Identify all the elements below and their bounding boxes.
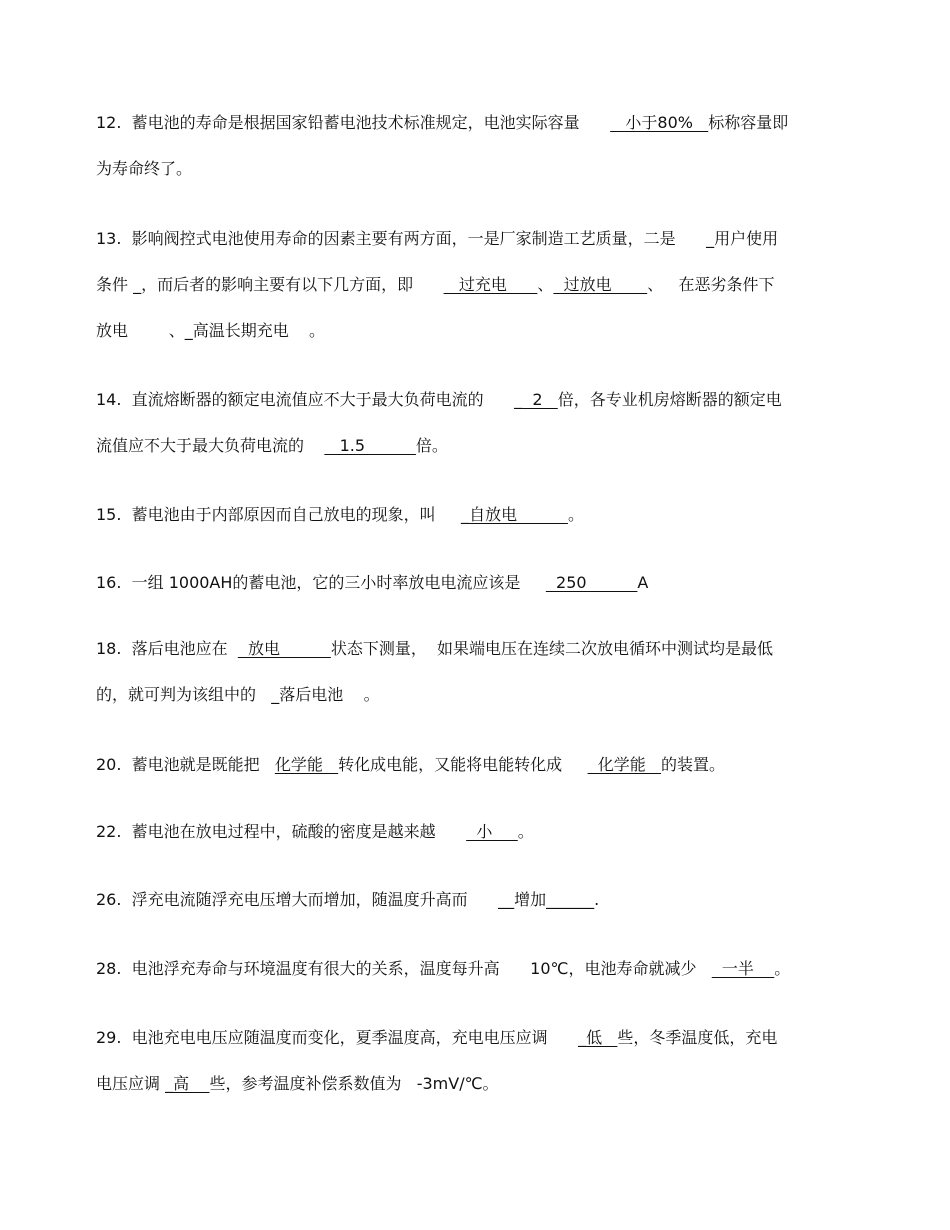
text-run: 。: [774, 959, 791, 978]
text-run: 些，冬季温度低，充电: [617, 1028, 778, 1047]
answer-blank: 低: [586, 1028, 618, 1047]
text-run: 15. 蓄电池由于内部原因而自己放电的现象，叫 _: [96, 505, 470, 524]
question-22: [96, 809, 850, 855]
line: [96, 672, 850, 718]
text-run: 条件 _，而后者的影响主要有以下几方面，即: [96, 275, 444, 294]
line: [96, 377, 850, 423]
line: [96, 809, 850, 855]
line: [96, 146, 850, 192]
answer-blank: 化学能: [587, 755, 662, 774]
answer-blank: 250: [545, 573, 638, 592]
question-26: [96, 877, 850, 923]
text-run: 13. 影响阀控式电池使用寿命的因素主要有两方面，一是厂家制造工艺质量，二是 _用户使用: [96, 229, 779, 248]
text-run: 为寿命终了。: [96, 159, 193, 178]
answer-blank: 过放电: [553, 275, 648, 294]
line: [96, 1061, 850, 1107]
question-28: [96, 946, 850, 992]
text-run: 、: [537, 275, 554, 294]
text-run: 28. 电池浮充寿命与环境温度有很大的关系，温度每升高 10℃，电池寿命就减少: [96, 959, 712, 978]
text-run: 18. 落后电池应在: [96, 639, 238, 658]
text-run: 状态下测量， 如果端电压在连续二次放电循环中测试均是最低: [330, 639, 774, 658]
text-run: 电压应调 _: [96, 1074, 174, 1093]
text-run: 29. 电池充电电压应随温度而变化，夏季温度高，充电电压应调 _: [96, 1028, 587, 1047]
text-run: 26. 浮充电流随浮充电压增大而增加，随温度升高而 __增加______.: [96, 890, 600, 909]
line: [96, 216, 850, 262]
line: [96, 946, 850, 992]
text-run: 的，就可判为该组中的 _落后电池 。: [96, 685, 380, 704]
text-run: 倍。: [415, 436, 448, 455]
line: [96, 1015, 850, 1061]
text-run: 流值应不大于最大负荷电流的: [96, 436, 325, 455]
question-20: [96, 742, 850, 788]
question-16: [96, 560, 850, 606]
line: [96, 742, 850, 788]
answer-blank: 放电: [237, 639, 331, 658]
text-run: 标称容量即: [708, 113, 789, 132]
text-run: 16. 一组 1000AH的蓄电池，它的三小时率放电电流应该是: [96, 573, 546, 592]
answer-blank: 小于80%: [610, 113, 709, 132]
answer-blank: 自放电: [469, 505, 568, 524]
answer-blank: 一半: [711, 959, 775, 978]
text-run: 放电 、_高温长期充电 。: [96, 321, 326, 340]
answer-blank: 过充电: [443, 275, 538, 294]
line: [96, 262, 850, 308]
question-29: [96, 1015, 850, 1107]
question-13: [96, 216, 850, 354]
text-run: 些，参考温度补偿系数值为 -3mV/℃。: [209, 1074, 499, 1093]
answer-blank: 1.5: [324, 436, 416, 455]
question-15: [96, 492, 850, 538]
answer-blank: 2: [522, 390, 558, 409]
question-14: [96, 377, 850, 469]
text-run: 12. 蓄电池的寿命是根据国家铅蓄电池技术标准规定，电池实际容量: [96, 113, 611, 132]
text-run: 。: [517, 822, 534, 841]
text-run: 转化成电能，又能将电能转化成: [338, 755, 588, 774]
text-run: 22. 蓄电池在放电过程中，硫酸的密度是越来越: [96, 822, 467, 841]
text-run: 14. 直流熔断器的额定电流值应不大于最大负荷电流的 _: [96, 390, 523, 409]
line: [96, 560, 850, 606]
answer-blank: 小: [466, 822, 518, 841]
line: [96, 626, 850, 672]
text-run: 、 在恶劣条件下: [647, 275, 775, 294]
line: [96, 423, 850, 469]
line: [96, 308, 850, 354]
line: [96, 492, 850, 538]
text-run: 20. 蓄电池就是既能把: [96, 755, 275, 774]
text-run: 倍，各专业机房熔断器的额定电: [557, 390, 782, 409]
text-run: A: [637, 573, 649, 592]
answer-blank: 高: [173, 1074, 210, 1093]
question-18: [96, 626, 850, 718]
text-run: 。: [567, 505, 584, 524]
text-run: 的装置。: [661, 755, 726, 774]
answer-blank: 化学能: [274, 755, 339, 774]
line: [96, 100, 850, 146]
question-12: [96, 100, 850, 192]
line: [96, 877, 850, 923]
